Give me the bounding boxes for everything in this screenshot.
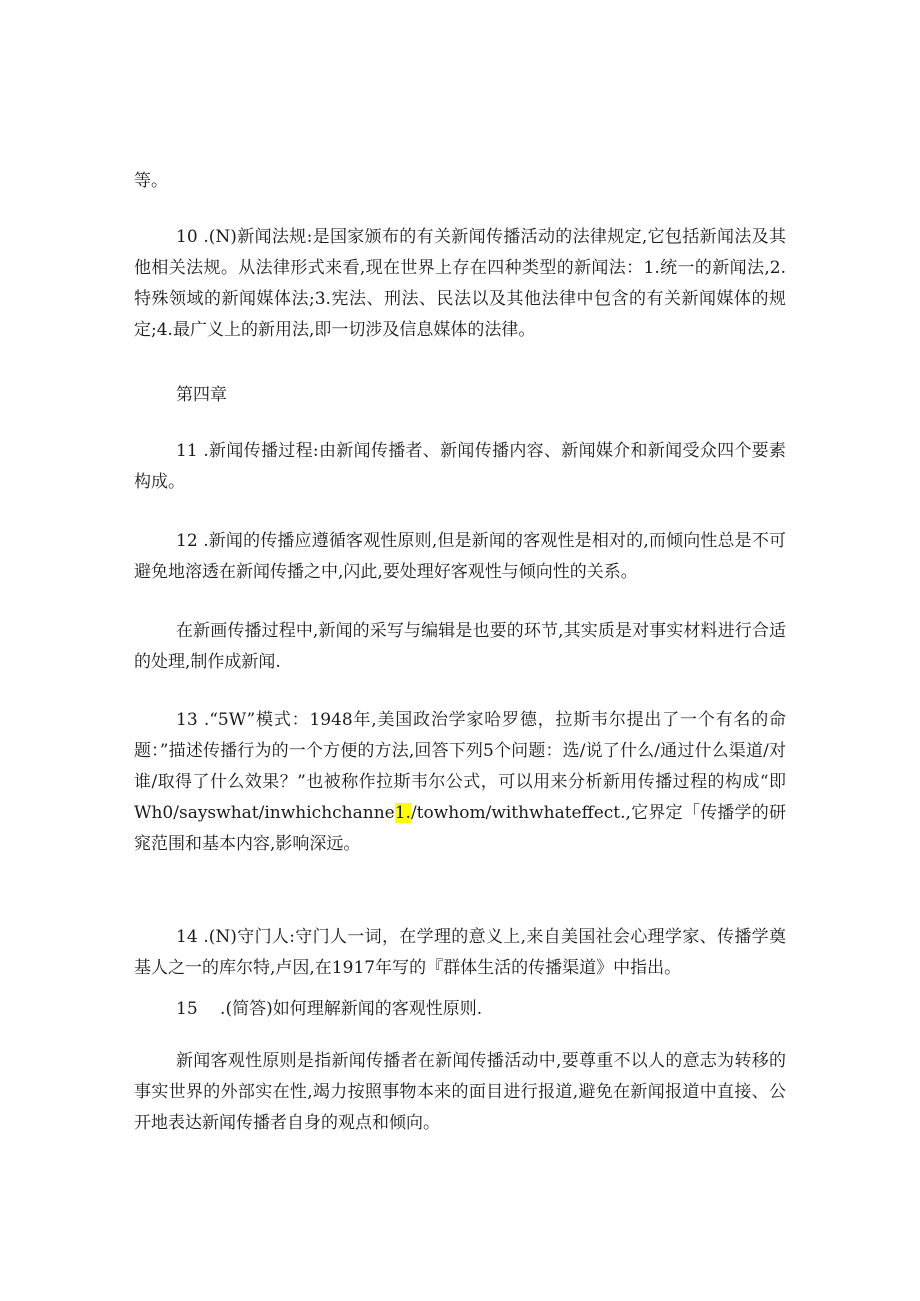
paragraph-objectivity-answer: 新闻客观性原则是指新闻传播者在新闻传播活动中,要尊重不以人的意志为转移的事实世界的外部实在性,竭力按照事物本来的面目进行报道,避免在新闻报道中直接、公开地表达新闻传播者自身的观点和倾向。	[134, 1051, 786, 1133]
paragraph-item-15-question: 15 .(简答)如何理解新闻的客观性原则.	[176, 999, 483, 1019]
chapter-heading: 第四章	[176, 385, 227, 405]
paragraph-item-12-objectivity: 12 .新闻的传播应遵循客观性原则,但是新闻的客观性是相对的,而倾向性总是不可避免地溶透在新闻传播之中,闪此,要处理好客观性与倾向性的关系。	[134, 531, 786, 582]
text-run: /towhom/withwhateffect.,它界定「传播学的研窕范围和基本内容,影响深远。	[134, 803, 786, 854]
paragraph-item-10-news-regulations: 10 .(N)新闻法规:是国家颁布的有关新闻传播活动的法律规定,它包括新闻法及其他相关法规。从法律形式来看,现在世界上存在四种类型的新闻法：1.统一的新闻法,2.特殊领域的新闻媒体法;3.宪法、刑法、民法以及其他法律中包含的有关新闻媒体的规定;4.最广义上的新用法,即一切涉及信息媒体的法律。	[134, 227, 786, 340]
highlighted-text: 1.	[394, 803, 411, 823]
paragraph-item-13-5w-model	[134, 705, 786, 860]
paragraph-item-14-gatekeeper: 14 .(N)守门人:守门人一词，在学理的意义上,来自美国社会心理学家、传播学奠基人之一的库尔特,卢因,在1917年写的『群体生活的传播渠道》中指出。	[134, 927, 786, 978]
paragraph-continuation: 等。	[134, 171, 168, 191]
text-run: 13 .“5W”模式：1948年,美国政治学家哈罗德，拉斯韦尔提出了一个有名的命题：”描述传播行为的一个方便的方法,回答下列5个问题：选/说了什么/通过什么渠道/对谁/取得了什么效果？”也被称作拉斯韦尔公式，可以用来分析新用传播过程的构成“即Wh0/sayswhat/inwhichchanne	[134, 710, 786, 823]
paragraph-item-11-communication-process: 11 .新闻传播过程:由新闻传播者、新闻传播内容、新闻媒介和新闻受众四个要素构成。	[134, 441, 786, 492]
paragraph-editing-note: 在新画传播过程中,新闻的采写与编辑是也要的环节,其实质是对事实材料进行合适的处理,制作成新闻.	[134, 621, 786, 672]
